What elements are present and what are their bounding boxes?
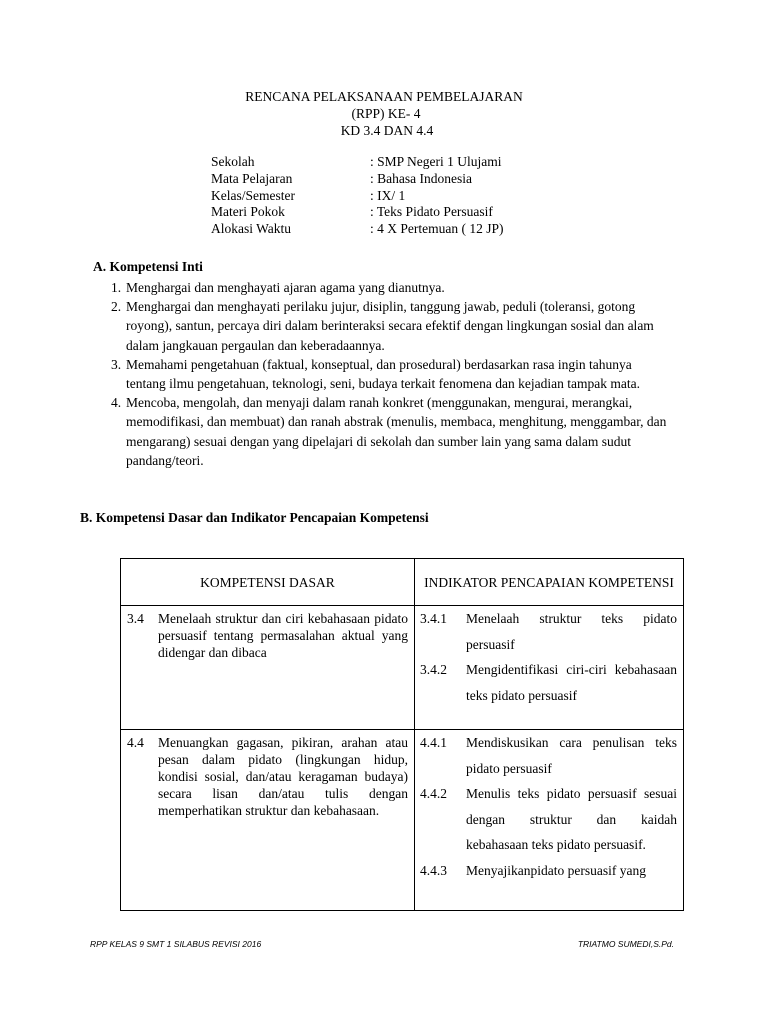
document-title (0, 88, 768, 139)
kd-number: 3.4 (127, 611, 144, 626)
kd-text: Menelaah struktur dan ciri kebahasaan pidato persuasif tentang permasalahan aktual yang didengar dan dibaca (158, 611, 408, 660)
list-item-text: Memahami pengetahuan (faktual, konseptual, dan prosedural) berdasarkan rasa ingin tahunya tentang ilmu pengetahuan, teknologi, seni, budaya terkait fenomena dan kejadian tampak mata. (126, 356, 640, 392)
kd-cell (121, 606, 415, 730)
list-item (111, 393, 671, 470)
list-item (111, 297, 671, 355)
indicator-text: Menyajikanpidato persuasif yang (466, 862, 646, 878)
indicator-cell (415, 606, 684, 730)
identity-block (211, 154, 503, 238)
meta-row-school (211, 154, 503, 171)
list-item-text: Mencoba, mengolah, dan menyaji dalam ranah konkret (menggunakan, mengurai, merangkai, memodifikasi, dan membuat) dan ranah abstrak (menulis, membaca, menghitung, menggambar, dan mengarang) sesuai dengan yang dipelajari di sekolah dan sumber lain yang sama dalam sudut pandang/teori. (126, 395, 667, 468)
indicator-number: 3.4.2 (420, 662, 447, 677)
indicator-text: Mengidentifikasi ciri-ciri kebahasaan teks pidato persuasif (466, 662, 677, 703)
indicator-number: 4.4.1 (420, 735, 447, 750)
list-item-number: 4. (111, 395, 122, 411)
meta-row-subject (211, 171, 503, 188)
indicator-item (415, 858, 683, 884)
meta-label: Mata Pelajaran (211, 170, 293, 186)
kd-number: 4.4 (127, 735, 144, 750)
list-item-text: Menghargai dan menghayati perilaku jujur, disiplin, tanggung jawab, peduli (toleransi, gotong royong), santun, percaya diri dalam berinteraksi secara efektif dengan lingkungan sosial dan alam dalam jangkauan pergaulan dan keberadaannya. (126, 299, 654, 353)
meta-value: : SMP Negeri 1 Ulujami (370, 154, 502, 169)
kompetensi-inti-list (111, 278, 671, 470)
meta-row-time (211, 221, 503, 238)
meta-value: : Bahasa Indonesia (370, 170, 472, 186)
list-item-text: Menghargai dan menghayati ajaran agama yang dianutnya. (126, 280, 445, 295)
list-item-number: 3. (111, 356, 122, 372)
indicator-text: Mendiskusikan cara penulisan teks pidato persuasif (466, 735, 677, 776)
meta-value: : IX/ 1 (370, 187, 406, 203)
list-item-number: 2. (111, 299, 122, 315)
footer-left: RPP KELAS 9 SMT 1 SILABUS REVISI 2016 (90, 939, 262, 949)
meta-value: : Teks Pidato Persuasif (370, 204, 493, 220)
meta-label: Kelas/Semester (211, 187, 295, 203)
meta-value: : 4 X Pertemuan ( 12 JP) (370, 221, 504, 237)
meta-label: Alokasi Waktu (211, 221, 292, 237)
meta-label: Materi Pokok (211, 204, 285, 220)
section-a-heading: A. Kompetensi Inti (93, 259, 203, 274)
indicator-number: 3.4.1 (420, 611, 447, 626)
kd-text: Menuangkan gagasan, pikiran, arahan atau pesan dalam pidato (lingkungan hidup, kondisi sosial, dan/atau keragaman budaya) secara lisan dan/atau tulis dengan memperhatikan struktur dan kebahasaan. (158, 735, 408, 818)
title-line-1: RENCANA PELAKSANAAN PEMBELAJARAN (245, 89, 523, 104)
table-row (121, 606, 684, 730)
list-item (111, 355, 671, 393)
title-line-3: KD 3.4 DAN 4.4 (340, 123, 434, 138)
col-header-indikator: INDIKATOR PENCAPAIAN KOMPETENSI (415, 559, 684, 606)
indicator-number: 4.4.3 (420, 862, 447, 878)
table-row (121, 730, 684, 911)
meta-row-topic (211, 204, 503, 221)
indicator-item (415, 781, 683, 858)
col-header-kd: KOMPETENSI DASAR (121, 559, 415, 606)
indicator-text: Menulis teks pidato persuasif sesuai dengan struktur dan kaidah kebahasaan teks pidato persuasif. (466, 786, 677, 852)
footer-right: TRIATMO SUMEDI,S.Pd. (577, 939, 674, 949)
meta-label: Sekolah (211, 154, 255, 169)
kd-table (120, 558, 684, 911)
list-item (111, 278, 671, 297)
meta-row-class (211, 188, 503, 205)
list-item-number: 1. (111, 280, 122, 295)
indicator-number: 4.4.2 (420, 786, 447, 801)
kd-cell (121, 730, 415, 911)
title-line-2: (RPP) KE- 4 (351, 106, 421, 121)
indicator-text: Menelaah struktur teks pidato persuasif (466, 611, 677, 652)
indicator-item (415, 606, 683, 657)
section-b-heading: B. Kompetensi Dasar dan Indikator Pencapaian Kompetensi (80, 510, 429, 525)
indicator-item (415, 730, 683, 781)
indicator-cell (415, 730, 684, 911)
indicator-item (415, 657, 683, 708)
table-header-row (121, 559, 684, 606)
